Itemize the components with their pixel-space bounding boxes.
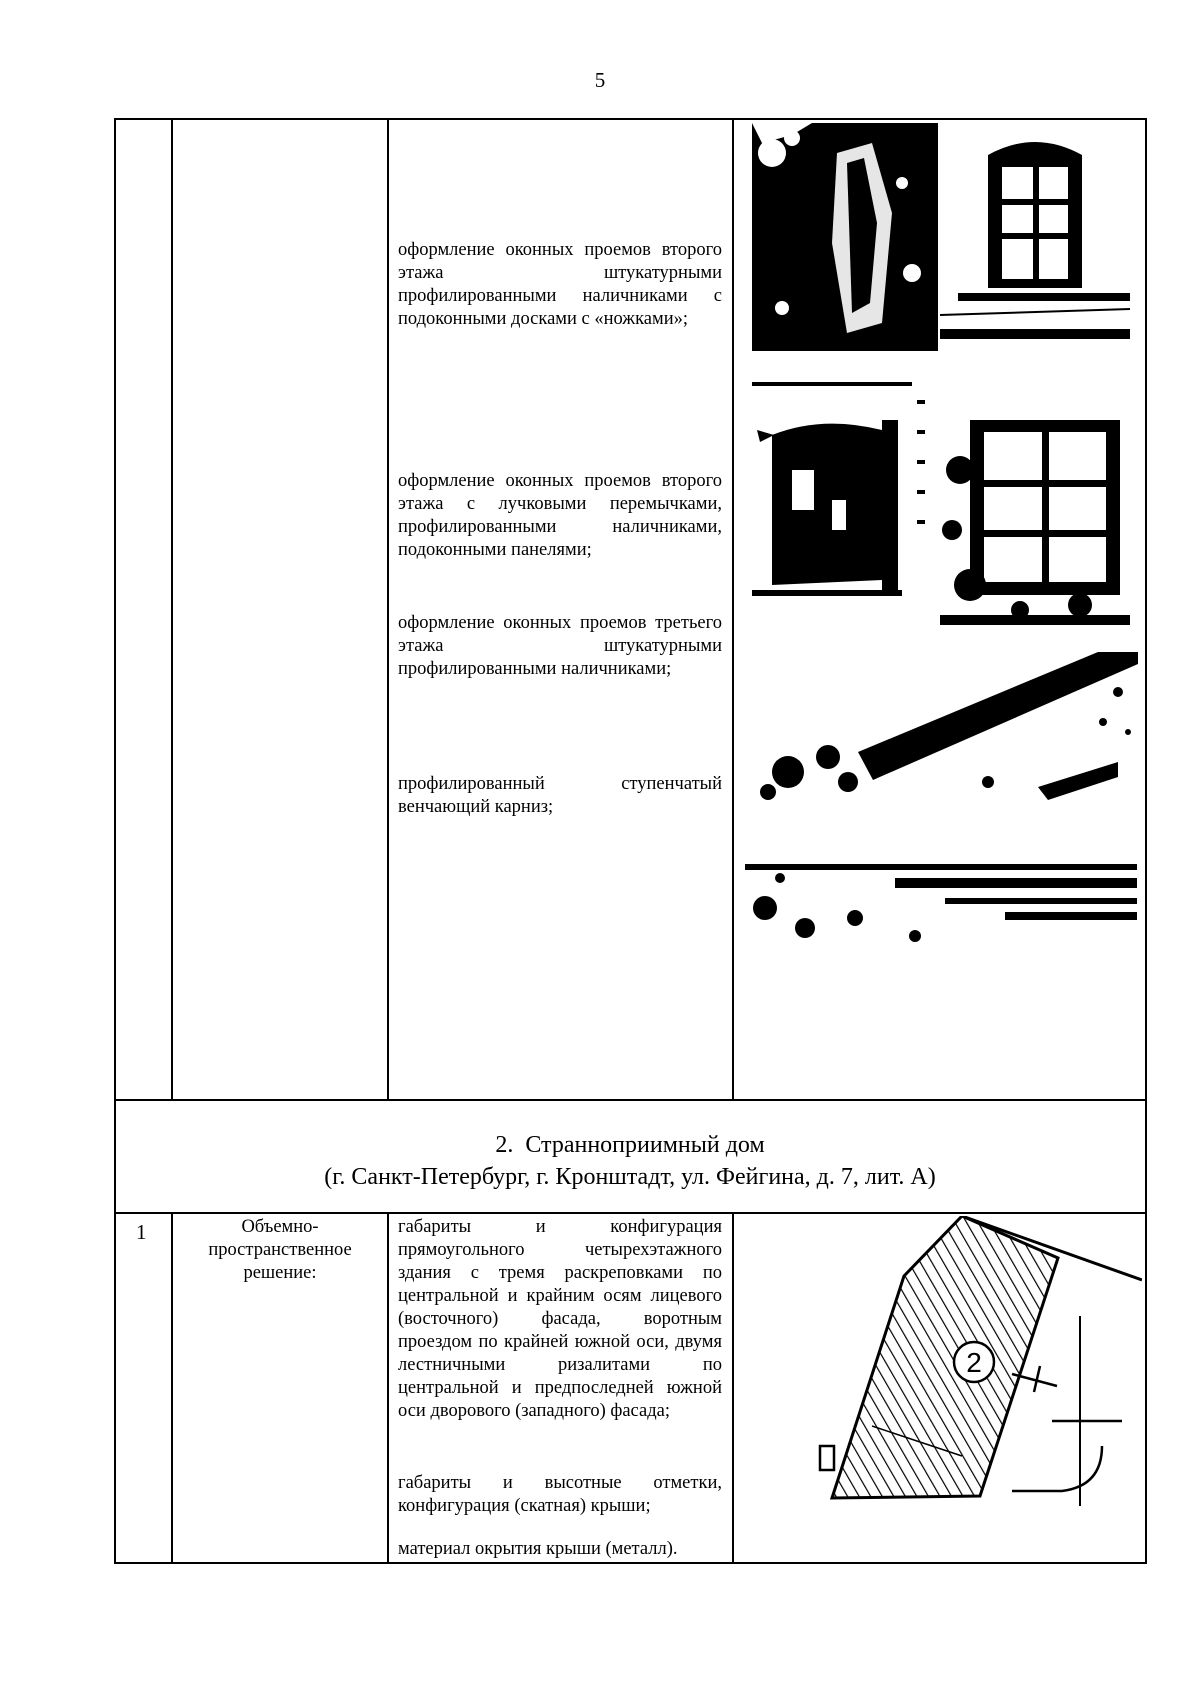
site-plan-drawing — [812, 1216, 1142, 1506]
feature-cornice: профилированный ступенчатый венчающий карниз; — [398, 774, 722, 817]
photo-cornice-horizontal — [745, 848, 1137, 944]
feature-roof-material: материал окрытия крыши (металл). — [398, 1539, 678, 1559]
page-number: 5 — [594, 68, 606, 92]
section-address: (г. Санкт-Петербург, г. Кронштадт, ул. Фейгина, д. 7, лит. А) — [324, 1164, 936, 1190]
plan-label: 2 — [966, 1347, 982, 1378]
section-title: Странноприимный дом — [525, 1132, 765, 1158]
feature-window-trims-third-floor: оформление оконных проемов третьего этажа штукатурными профилированными наличниками; — [398, 613, 722, 679]
feature-window-trims-second-floor: оформление оконных проемов второго этажа штукатурными профилированными наличниками с подоконными досками с «ножками»; — [398, 240, 722, 329]
photo-window-arched — [752, 380, 938, 608]
photo-window-frame — [940, 133, 1130, 351]
feature-roof: габариты и высотные отметки, конфигурация (скатная) крыши; — [398, 1473, 722, 1516]
photo-window-dark — [752, 123, 938, 351]
row-number: 1 — [136, 1220, 147, 1244]
feature-dimensions: габариты и конфигурация прямоугольного четырехэтажного здания с тремя раскреповками по центральной и крайним осям лицевого (восточного) фасада, воротным проездом по крайней южной оси, двумя лестничными ризалитами по центральной и предпоследней южной оси дворового (западного) фасада; — [398, 1217, 722, 1421]
feature-window-arched-lintels: оформление оконных проемов второго этажа с лучковыми перемычками, профилированными наличниками, подоконными панелями; — [398, 471, 722, 560]
category-label: Объемно- пространственное решение: — [208, 1217, 352, 1283]
photo-window-lattice — [940, 410, 1130, 625]
photo-cornice-diagonal — [748, 652, 1138, 800]
section-number: 2. — [495, 1132, 514, 1158]
